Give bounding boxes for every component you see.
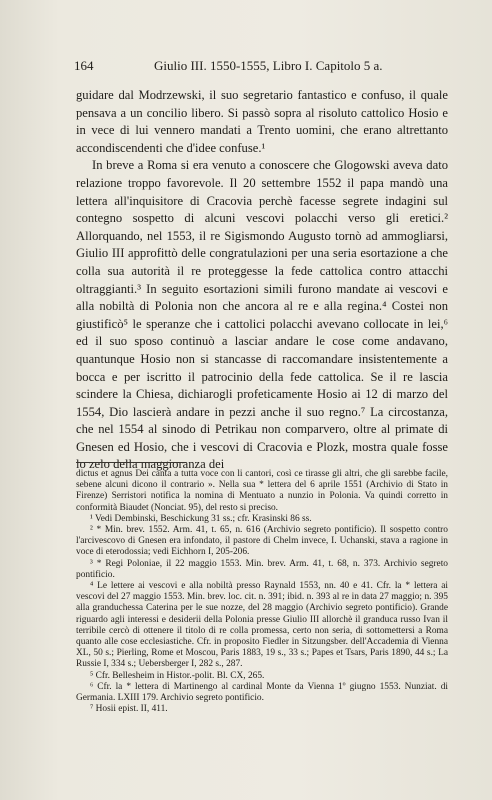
paragraph-2: In breve a Roma si era venuto a conoscere che Glogowski aveva dato relazione troppo favorevole. Il 20 settembre 1552 il papa mandò una lettera all'inquisitore di Cracovia perchè facesse segrete indagini sul contegno sospetto di alcuni vescovi polacchi verso gli eretici.² Allorquando, nel 1553, il re Sigismondo Augusto tornò ad ammogliarsi, Giulio III approfittò delle congratulazioni per una seria esortazione a che colla sua autorità il re proteggesse la fede cattolica contro attacchi oltraggianti.³ In seguito esortazioni simili furono mandate ai vescovi e alla nobiltà di Polonia non che ancora al re e alla regina.⁴ Costei non giustificò⁵ le speranze che i cattolici polacchi avevano collocate in lei,⁶ ed il suo sposo continuò a lasciar andare le cose come andavano, quantunque Hosio non si stancasse di raccomandare insistentemente a bocca e per iscritto il patrocinio della fede cattolica. Se il re lascia scindere la Chiesa, dichiarogli profeticamente Hosio ai 12 di marzo del 1554, Dio lascierà andare in pezzi anche il suo regno.⁷ La circostanza, che nel 1554 al sinodo di Petrikau non comparvero, oltre al primate di Gnesen ed Hosio, che i vescovi di Cracovia e Plozk, mostra quale fosse lo zelo della maggioranza dei [76,158,448,472]
running-head: Giulio III. 1550-1555, Libro I. Capitolo 5 a. [154,58,383,73]
footnote-7: ⁷ Hosii epist. II, 411. [90,704,168,715]
page-number: 164 [74,58,94,73]
footnotes [76,469,448,715]
page-header [74,58,446,74]
footnote-3: ³ * Regi Poloniae, il 22 maggio 1553. Min. brev. Arm. 41, t. 68, n. 373. Archivio segreto pontificio. [76,558,448,580]
footnote-continuation: dictus et agnus Dei canta a tutta voce con li cantori, così ce tirasse gli altri, che gli sarebbe facile, sebene alcuni dicono il contrario ». Nella sua * lettera del 6 aprile 1551 (Archivio di Stato in Firenze) Serristori notifica la nomina di Mentuato a nunzio in Polonia. Va quindi corretto in conformità Biaudet (Nonciat. 95), del resto si preciso. [76,469,448,513]
footnote-6: ⁶ Cfr. la * lettera di Martinengo al cardinal Monte da Vienna 1º giugno 1553. Nunziat. di Germania. LXIII 179. Archivio segreto pontificio. [76,681,448,704]
footnote-5: ⁵ Cfr. Bellesheim in Histor.-polit. Bl. CX, 265. [90,670,265,681]
footnote-2: ² * Min. brev. 1552. Arm. 41, t. 65, n. 616 (Archivio segreto pontificio). Il sospetto contro l'arcivescovo di Gnesen era infondato, il pastore di Chelm invece, I. Uchanski, stava a ragione in voce di eterodossia; vedi Eichhorn I, 205-206. [76,525,448,558]
main-text [76,87,448,474]
footnote-divider [76,462,186,463]
footnote-1: ¹ Vedi Dembinski, Beschickung 31 ss.; cfr. Krasinski 86 ss. [90,513,312,524]
paragraph-1: guidare dal Modrzewski, il suo segretario fantastico e confuso, il quale pensava a un concilio libero. Si passò sopra al risoluto cattolico Hosio e in vece di lui vennero mandati a Trento uomini, che erano altrettanto accondiscendenti che d'idee confuse.¹ [76,88,448,155]
footnote-4: ⁴ Le lettere ai vescovi e alla nobiltà presso Raynald 1553, nn. 40 e 41. Cfr. la * lettera ai vescovi del 27 maggio 1553. Min. brev. loc. cit. n. 391; ibid. n. 393 al re in data 27 maggio; n. 395 alla granduchessa Caterina per le sue nozze, del 28 maggio (Archivio segreto pontificio). Grande riguardo agli interessi e desiderii della Polonia presse Giulio III allorchè il granduca russo Ivan il terribile cercò di ottenere il titolo di re colla promessa, certo non seria, di sottomettersi a Roma quanto alle cose ecclesiastiche. Cfr. in proposito Fiedler in Sitzungsber. dell'Accademia di Vienna XL, 50 s.; Pierling, Rome et Moscou, Paris 1883, 19 s., 33 s.; Papes et Tsars, Paris 1890, 44 s.; La Russie I, 334 s.; Uebersberger I, 282 s., 287. [76,581,448,670]
